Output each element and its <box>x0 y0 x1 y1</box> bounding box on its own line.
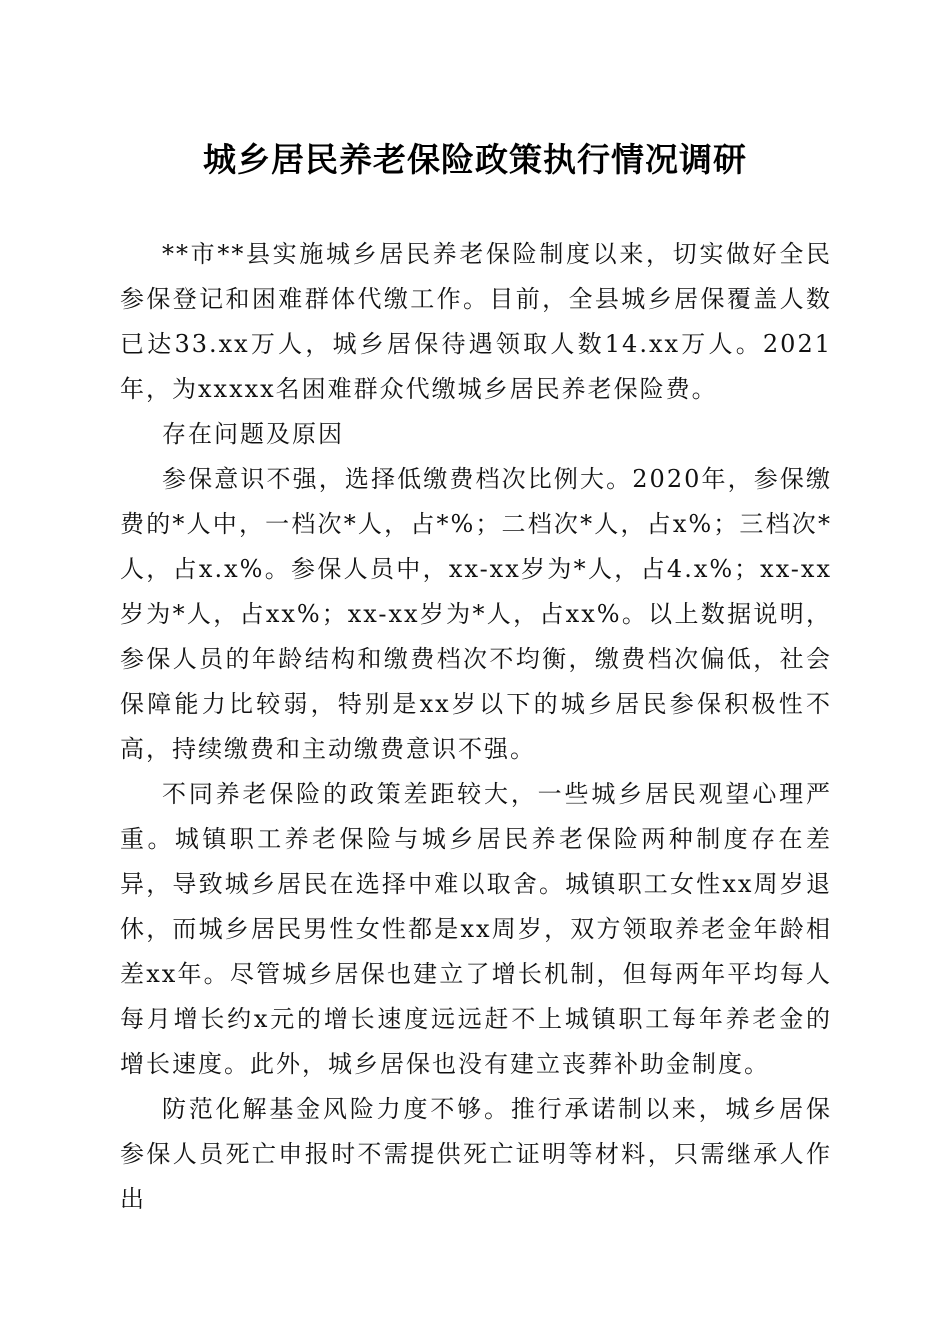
paragraph-fund-risk: 防范化解基金风险力度不够。推行承诺制以来，城乡居保参保人员死亡申报时不需提供死亡证明等材料，只需继承人作出 <box>120 1095 832 1213</box>
document-body <box>120 232 832 1222</box>
document-title: 城乡居民养老保险政策执行情况调研 <box>203 140 747 179</box>
paragraph-awareness: 参保意识不强，选择低缴费档次比例大。2020年，参保缴费的*人中，一档次*人，占*%；二档次*人，占x%；三档次*人，占x.x%。参保人员中，xx-xx岁为*人，占4.x%；xx-xx岁为*人，占xx%；xx-xx岁为*人，占xx%。以上数据说明，参保人员的年龄结构和缴费档次不均衡，缴费档次偏低，社会保障能力比较弱，特别是xx岁以下的城乡居民参保积极性不高，持续缴费和主动缴费意识不强。 <box>120 465 832 763</box>
paragraph-policy-gap: 不同养老保险的政策差距较大，一些城乡居民观望心理严重。城镇职工养老保险与城乡居民养老保险两种制度存在差异，导致城乡居民在选择中难以取舍。城镇职工女性xx周岁退休，而城乡居民男性女性都是xx周岁，双方领取养老金年龄相差xx年。尽管城乡居保也建立了增长机制，但每两年平均每人每月增长约x元的增长速度远远赶不上城镇职工每年养老金的增长速度。此外，城乡居保也没有建立丧葬补助金制度。 <box>120 780 832 1078</box>
section-heading-problems: 存在问题及原因 <box>162 420 344 448</box>
paragraph-intro: **市**县实施城乡居民养老保险制度以来，切实做好全民参保登记和困难群体代缴工作。目前，全县城乡居保覆盖人数已达33.xx万人，城乡居保待遇领取人数14.xx万人。2021年，为xxxxx名困难群众代缴城乡居民养老保险费。 <box>120 240 832 403</box>
